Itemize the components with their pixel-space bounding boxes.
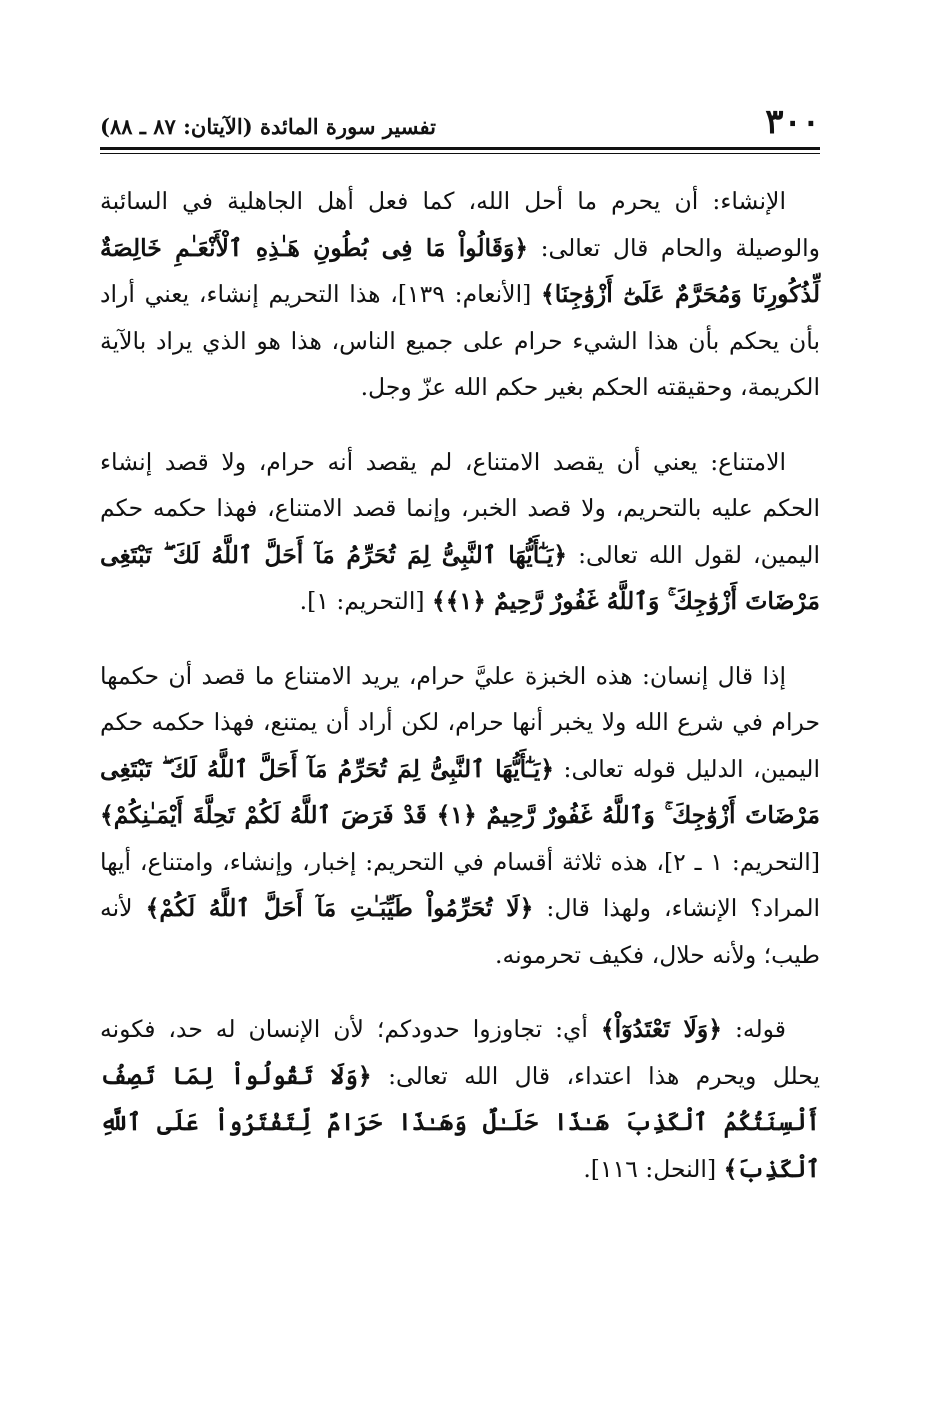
paragraph-text: قوله: <box>722 1015 787 1043</box>
quran-verse: ﴿وَقَالُواْ مَا فِى بُطُونِ هَـٰذِهِ ٱلْأَنْعَـٰمِ خَالِصَةٌ لِّذُكُورِنَا وَمُحَرَّمٌ عَلَىٰٓ أَزْوَٰجِنَا﴾ <box>100 233 820 308</box>
body-text <box>100 178 820 1192</box>
paragraph-text: لأنه طيب؛ ولأنه حلال، فكيف تحرمونه. <box>100 894 820 969</box>
header-title: تفسير سورة المائدة (الآيتان: ٨٧ ـ ٨٨) <box>100 114 436 139</box>
page-number: ٣٠٠ <box>765 102 820 142</box>
paragraph-text: إذا قال إنسان: هذه الخبزة عليَّ حرام، يريد الامتناع ما قصد أن حكمها حرام في شرع الله ولا يخبر أنها حرام، لكن أراد أن يمتنع، فهذا حكمه حكم اليمين، الدليل قوله تعالى: <box>100 661 820 783</box>
paragraph-gap <box>100 978 820 1006</box>
paragraph-text: [التحريم: ١ ـ ٢]، هذه ثلاثة أقسام في التحريم: إخبار، وإنشاء، وامتناع، أيها المراد؟ الإنشاء، ولهذا قال: <box>100 847 821 922</box>
paragraph-text: الامتناع: يعني أن يقصد الامتناع، لم يقصد أنه حرام، ولا قصد إنشاء الحكم عليه بالتحريم، ولا قصد الخبر، وإنما قصد الامتناع، فهذا حكمه حكم اليمين، لقول الله تعالى: <box>100 447 820 569</box>
quran-verse: ﴿يَـٰٓأَيُّهَا ٱلنَّبِىُّ لِمَ تُحَرِّمُ مَآ أَحَلَّ ٱللَّهُ لَكَ ۖ تَبْتَغِى مَرْضَاتَ أَزْوَٰجِكَ ۚ وَٱللَّهُ غَفُورٌ رَّحِيمٌ ﴿١﴾﴾ <box>100 540 820 615</box>
running-header <box>100 102 820 148</box>
paragraph-gap <box>100 411 820 439</box>
paragraph-gap <box>100 625 820 653</box>
quran-verse: ﴿وَلَا تَعْتَدُوٓاْ﴾ <box>600 1015 723 1043</box>
paragraph-imtinaa <box>100 439 820 625</box>
paragraph-text: [النحل: ١١٦]. <box>583 1154 724 1183</box>
quran-verse: ﴿لَا تُحَرِّمُواْ طَيِّبَـٰتِ مَآ أَحَلَّ ٱللَّهُ لَكُمْ﴾ <box>145 894 534 922</box>
paragraph-text: أي: تجاوزوا حدودكم؛ لأن الإنسان له حد، فكونه يحلل ويحرم هذا اعتداء، قال الله تعالى: <box>100 1015 821 1090</box>
paragraph-text: [الأنعام: ١٣٩]، هذا التحريم إنشاء، يعني أراد بأن يحكم بأن هذا الشيء حرام على جميع الناس، هذا هو الذي يراد بالآية الكريمة، وحقيقته الحكم بغير حكم الله عزّ وجل. <box>100 280 820 401</box>
header-rule-thick <box>100 147 820 150</box>
quran-verse: ﴿يَـٰٓأَيُّهَا ٱلنَّبِىُّ لِمَ تُحَرِّمُ مَآ أَحَلَّ ٱللَّهُ لَكَ ۖ تَبْتَغِى مَرْضَاتَ أَزْوَٰجِكَ ۚ وَٱللَّهُ غَفُورٌ رَّحِيمٌ ﴿١﴾ قَدْ فَرَضَ ٱللَّهُ لَكُمْ تَحِلَّةَ أَيْمَـٰنِكُمْ﴾ <box>100 754 820 829</box>
paragraph-inshaa <box>100 178 820 411</box>
paragraph-itidaa <box>100 1006 820 1192</box>
paragraph-text: الإنشاء: أن يحرم ما أحل الله، كما فعل أهل الجاهلية في السائبة والوصيلة والحام قال تعالى: <box>100 187 820 262</box>
quran-verse: ﴿وَلَا تَقُولُواْ لِمَا تَصِفُ أَلْسِنَتُكُمُ ٱلْكَذِبَ هَـٰذَا حَلَـٰلٌ وَهَـٰذَا حَرَامٌ لِّتَفْتَرُواْ عَلَى ٱللَّهِ ٱلْكَذِبَ﴾ <box>100 1061 820 1183</box>
paragraph-example <box>100 653 820 979</box>
paragraph-text: [التحريم: ١]. <box>299 587 432 615</box>
header-rule-thin <box>100 153 820 154</box>
